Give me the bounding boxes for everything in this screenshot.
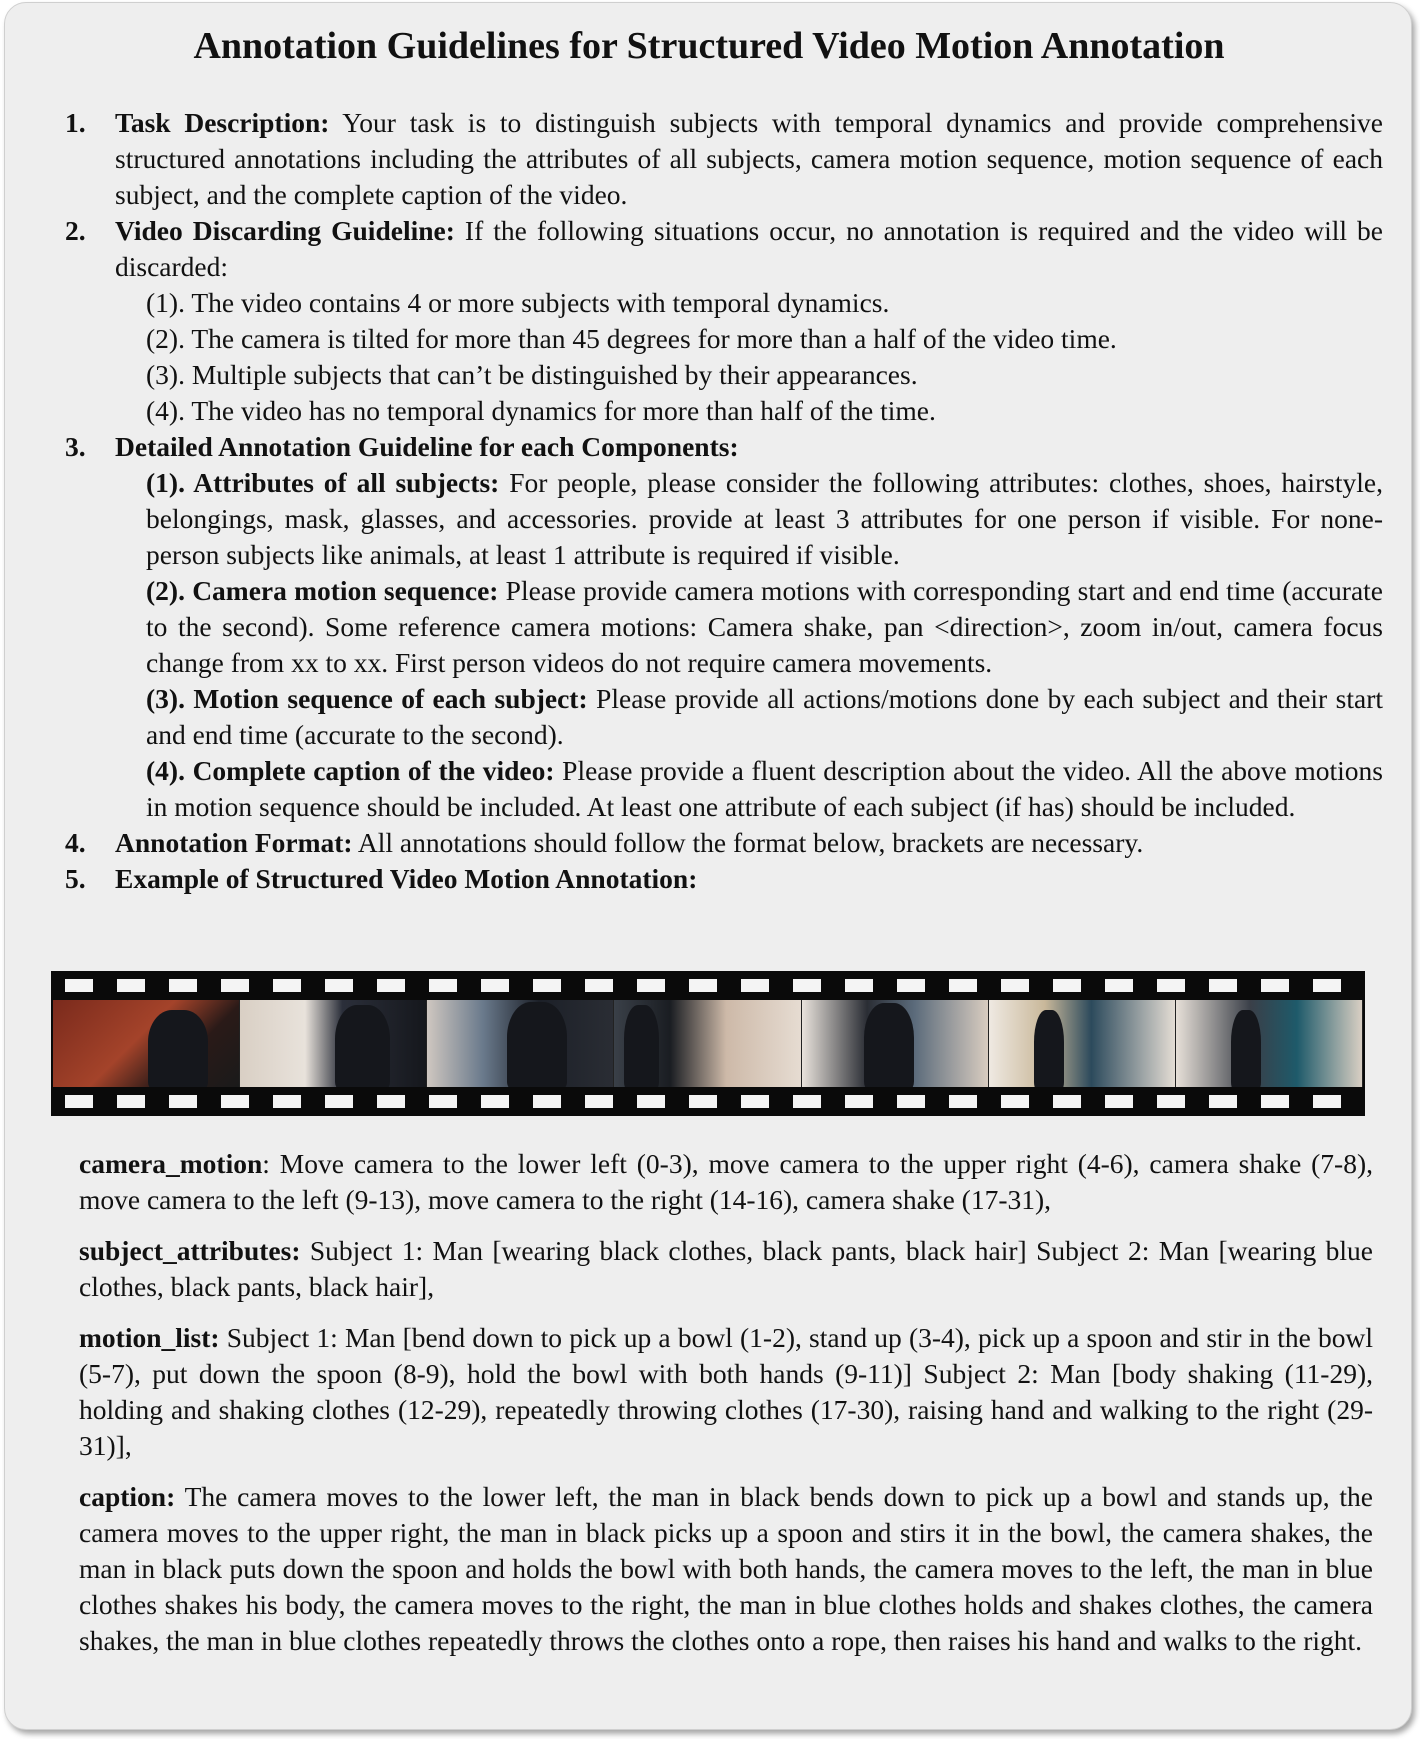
item-heading: Example of Structured Video Motion Annotation: — [115, 863, 698, 894]
item-heading: Task Description: — [115, 107, 330, 138]
discard-rule: (1). The video contains 4 or more subjects with temporal dynamics. — [146, 287, 890, 318]
component-heading: (3). Motion sequence of each subject: — [146, 683, 588, 714]
video-frame — [1176, 1000, 1363, 1087]
video-frames — [53, 1000, 1363, 1087]
guidelines-card — [4, 2, 1412, 1730]
subject-attributes-annotation — [79, 1233, 1373, 1305]
filmstrip-perforations-bottom — [51, 1095, 1365, 1108]
component-text: Please provide a fluent description about the video. All the above motions in motion sequence should be included. At least one attribute of each subject (if has) should be included. — [146, 755, 1384, 822]
component-text: Please provide camera motions with corresponding start and end time (accurate to the second). Some reference camera motions: Camera shake, pan <direction>, zoom in/out, camera focus change from xx to xx. First person videos do not require camera movements. — [146, 575, 1383, 678]
component-text: For people, please consider the following attributes: clothes, shoes, hairstyle, belongings, mask, glasses, and accessories. provide at least 3 attributes for one person if visible. For none-person subjects like animals, at least 1 attribute is required if visible. — [146, 467, 1383, 570]
video-frame — [53, 1000, 240, 1087]
example-item — [65, 861, 1383, 897]
annotation-key: motion_list: — [79, 1322, 220, 1353]
guideline-list — [65, 105, 1383, 897]
component-text: Please provide all actions/motions done by each subject and their start and end time (accurate to the second). — [146, 683, 1383, 750]
video-frame — [989, 1000, 1176, 1087]
component-motion-sequence — [115, 681, 1383, 753]
item-number: 4. — [65, 827, 86, 858]
video-frame — [427, 1000, 614, 1087]
component-heading: (1). Attributes of all subjects: — [146, 467, 500, 498]
component-heading: (4). Complete caption of the video: — [146, 755, 555, 786]
video-filmstrip — [51, 971, 1365, 1116]
item-number: 2. — [65, 215, 86, 246]
discard-rule: (4). The video has no temporal dynamics for more than half of the time. — [146, 395, 936, 426]
page-title: Annotation Guidelines for Structured Video Motion Annotation — [193, 25, 1225, 67]
video-frame — [240, 1000, 427, 1087]
component-heading: (2). Camera motion sequence: — [146, 575, 499, 606]
component-caption — [115, 753, 1383, 825]
item-heading: Annotation Format: — [115, 827, 353, 858]
camera-motion-annotation — [79, 1146, 1373, 1218]
annotation-format-item — [65, 825, 1383, 861]
component-camera-motion — [115, 573, 1383, 681]
item-number: 1. — [65, 107, 86, 138]
item-number: 5. — [65, 863, 86, 894]
annotation-key: camera_motion — [79, 1148, 263, 1179]
item-text: Your task is to distinguish subjects with temporal dynamics and provide comprehensive structured annotations including the attributes of all subjects, camera motion sequence, motion sequence of each subject, and the complete caption of the video. — [115, 107, 1383, 210]
filmstrip-perforations-top — [51, 979, 1365, 992]
discard-rule: (3). Multiple subjects that can’t be distinguished by their appearances. — [146, 359, 918, 390]
annotation-value: Subject 1: Man [wearing black clothes, black pants, black hair] Subject 2: Man [wearing blue clothes, black pants, black hair], — [79, 1235, 1373, 1302]
item-heading: Video Discarding Guideline: — [115, 215, 455, 246]
annotation-value: The camera moves to the lower left, the man in black bends down to pick up a bowl and stands up, the camera moves to the upper right, the man in black picks up a spoon and stirs it in the bowl, the camera shakes, the man in black puts down the spoon and holds the bowl with both hands, the camera moves to the left, the man in blue clothes shakes his body, the camera moves to the right, the man in blue clothes holds and shakes clothes, the camera shakes, the man in blue clothes repeatedly throws the clothes onto a rope, then raises his hand and walks to the right. — [79, 1481, 1373, 1656]
item-text: If the following situations occur, no annotation is required and the video will be discarded: — [115, 215, 1383, 282]
video-frame — [614, 1000, 801, 1087]
component-attributes — [115, 465, 1383, 573]
discarding-guideline-item — [65, 213, 1383, 429]
motion-list-annotation — [79, 1320, 1373, 1464]
caption-annotation — [79, 1479, 1373, 1659]
detailed-guideline-item — [65, 429, 1383, 825]
video-frame — [802, 1000, 989, 1087]
annotation-value: Subject 1: Man [bend down to pick up a bowl (1-2), stand up (3-4), pick up a spoon and stir in the bowl (5-7), put down the spoon (8-9), hold the bowl with both hands (9-11)] Subject 2: Man [body shaking (11-29), holding and shaking clothes (12-29), repeatedly throwing clothes (17-30), raising hand and walking to the right (29-31)], — [79, 1322, 1373, 1461]
task-description-item — [65, 105, 1383, 213]
discard-rule: (2). The camera is tilted for more than 45 degrees for more than a half of the video time. — [146, 323, 1117, 354]
structured-annotation-example — [79, 1146, 1373, 1674]
annotation-value: : Move camera to the lower left (0-3), move camera to the upper right (4-6), camera shake (7-8), move camera to the left (9-13), move camera to the right (14-16), camera shake (17-31), — [79, 1148, 1373, 1215]
item-number: 3. — [65, 431, 86, 462]
item-heading: Detailed Annotation Guideline for each Components: — [115, 431, 739, 462]
item-text: All annotations should follow the format below, brackets are necessary. — [352, 827, 1144, 858]
annotation-key: subject_attributes: — [79, 1235, 301, 1266]
annotation-key: caption: — [79, 1481, 176, 1512]
